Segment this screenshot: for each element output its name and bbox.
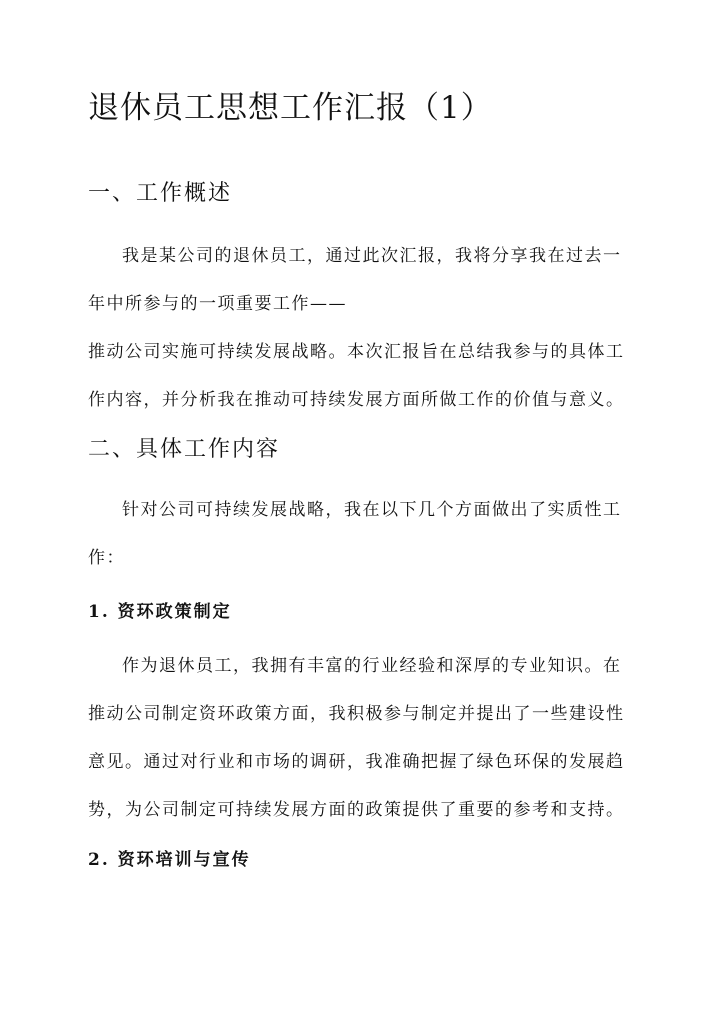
section-heading-details: 二、具体工作内容 — [88, 437, 281, 462]
details-intro-paragraph — [88, 486, 634, 582]
paragraph-line: 针对公司可持续发展战略，我在以下几个方面做出了实质性工 — [122, 500, 622, 520]
paragraph-line: 作内容，并分析我在推动可持续发展方面所做工作的价值与意义。 — [88, 390, 625, 410]
overview-paragraph — [88, 232, 634, 424]
policy-paragraph — [88, 642, 634, 834]
paragraph-line: 势，为公司制定可持续发展方面的政策提供了重要的参考和支持。 — [88, 800, 625, 820]
paragraph-line: 作： — [88, 548, 125, 568]
paragraph-line: 我是某公司的退休员工，通过此次汇报，我将分享我在过去一 — [122, 246, 622, 266]
subheading-training: 2. 资环培训与宣传 — [88, 850, 251, 870]
paragraph-line: 年中所参与的一项重要工作—— — [88, 294, 347, 314]
subheading-policy: 1. 资环政策制定 — [88, 602, 232, 622]
paragraph-line: 意见。通过对行业和市场的调研，我准确把握了绿色环保的发展趋 — [88, 752, 625, 772]
document-title: 退休员工思想工作汇报（1） — [88, 90, 493, 126]
paragraph-line: 推动公司实施可持续发展战略。本次汇报旨在总结我参与的具体工 — [88, 342, 625, 362]
paragraph-line: 推动公司制定资环政策方面，我积极参与制定并提出了一些建设性 — [88, 704, 625, 724]
paragraph-line: 作为退休员工，我拥有丰富的行业经验和深厚的专业知识。在 — [122, 656, 622, 676]
section-heading-overview: 一、工作概述 — [88, 181, 233, 206]
